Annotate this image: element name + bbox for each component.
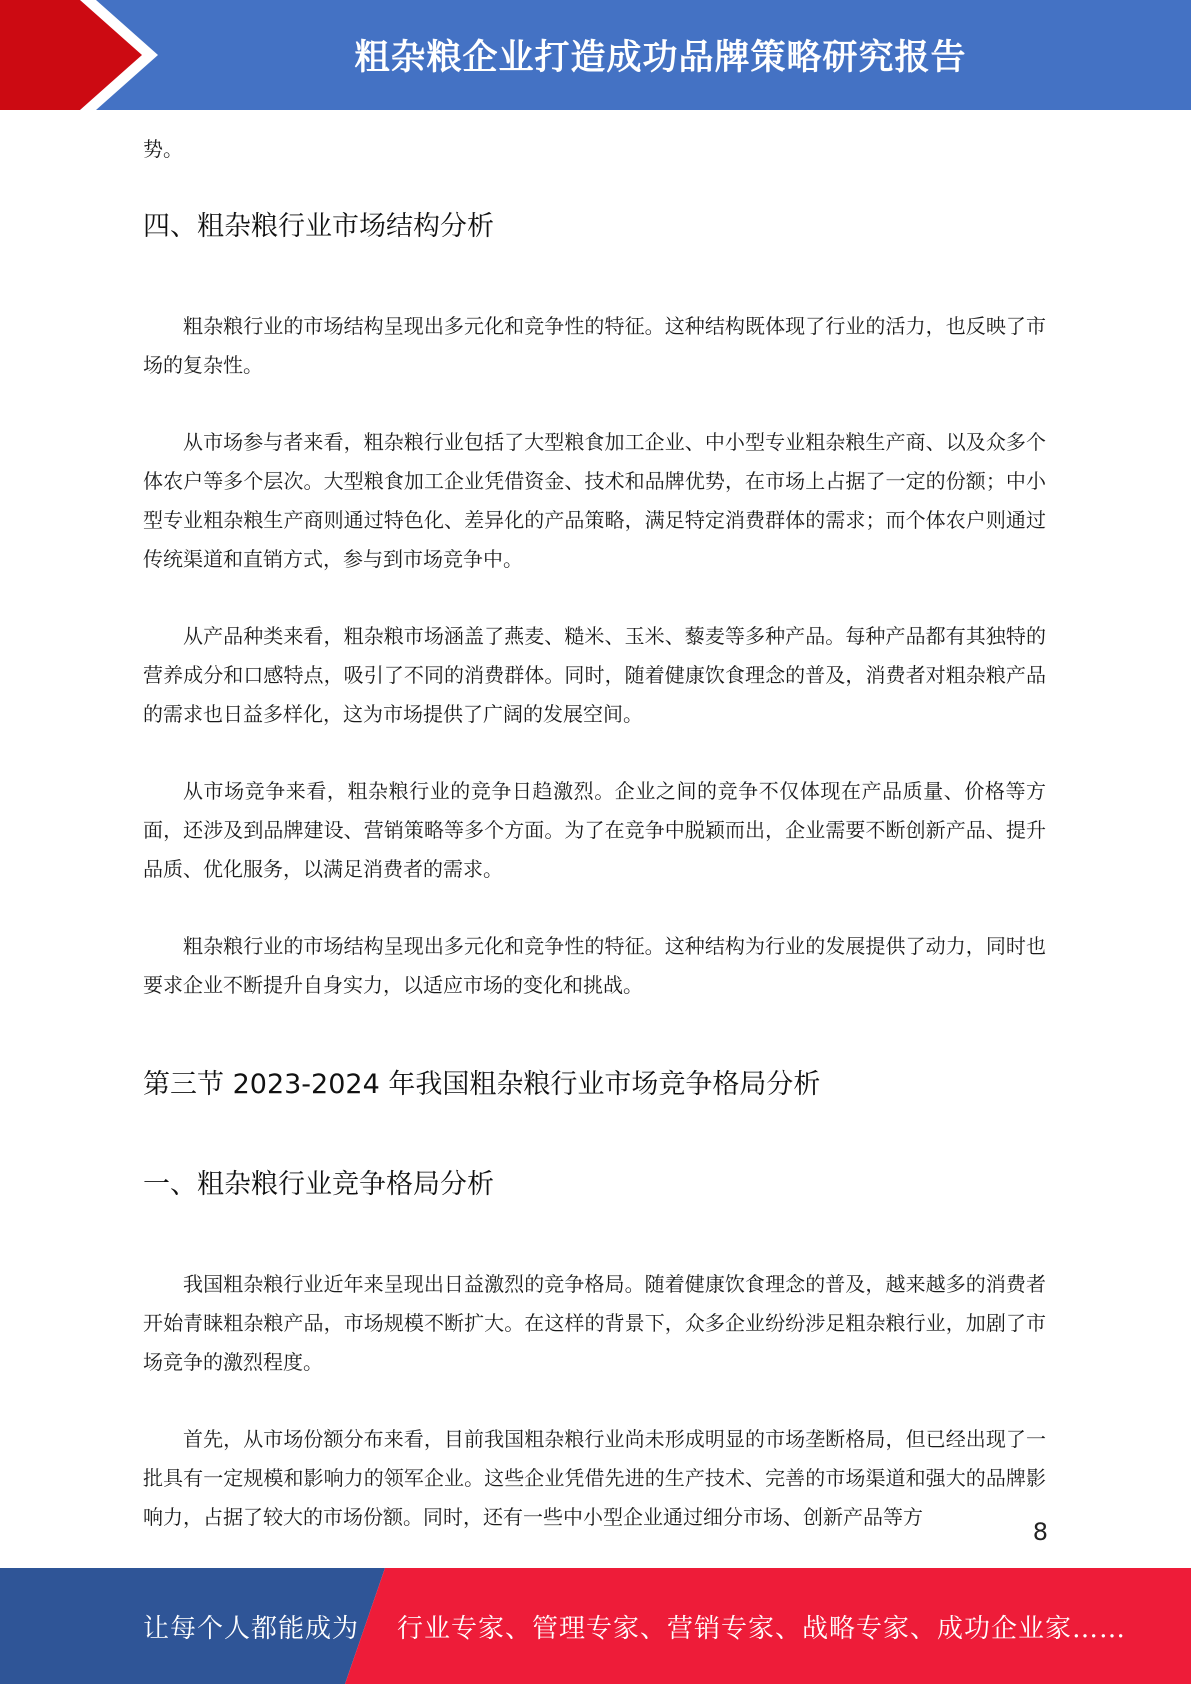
paragraph: 我国粗杂粮行业近年来呈现出日益激烈的竞争格局。随着健康饮食理念的普及，越来越多的消费者开始青睐粗杂粮产品，市场规模不断扩大。在这样的背景下，众多企业纷纷涉足粗杂粮行业，加剧了市场竞争的激烈程度。 <box>143 1272 1046 1374</box>
document-body <box>143 130 1046 1537</box>
paragraph: 从市场参与者来看，粗杂粮行业包括了大型粮食加工企业、中小型专业粗杂粮生产商、以及众多个体农户等多个层次。大型粮食加工企业凭借资金、技术和品牌优势，在市场上占据了一定的份额；中小型专业粗杂粮生产商则通过特色化、差异化的产品策略，满足特定消费群体的需求；而个体农户则通过传统渠道和直销方式，参与到市场竞争中。 <box>143 430 1046 571</box>
paragraph: 粗杂粮行业的市场结构呈现出多元化和竞争性的特征。这种结构既体现了行业的活力，也反映了市场的复杂性。 <box>143 314 1046 377</box>
subsection-heading-competition: 一、粗杂粮行业竞争格局分析 <box>143 1169 494 1200</box>
page-footer <box>0 1568 1191 1684</box>
paragraph: 从产品种类来看，粗杂粮市场涵盖了燕麦、糙米、玉米、藜麦等多种产品。每种产品都有其独特的营养成分和口感特点，吸引了不同的消费群体。同时，随着健康饮食理念的普及，消费者对粗杂粮产品的需求也日益多样化，这为市场提供了广阔的发展空间。 <box>143 624 1046 726</box>
paragraph: 首先，从市场份额分布来看，目前我国粗杂粮行业尚未形成明显的市场垄断格局，但已经出现了一批具有一定规模和影响力的领军企业。这些企业凭借先进的生产技术、完善的市场渠道和强大的品牌影响力，占据了较大的市场份额。同时，还有一些中小型企业通过细分市场、创新产品等方 <box>143 1427 1046 1529</box>
footer-slogan-right: 行业专家、管理专家、营销专家、战略专家、成功企业家…… <box>397 1613 1127 1644</box>
chapter-section-heading: 第三节 2023-2024 年我国粗杂粮行业市场竞争格局分析 <box>143 1069 821 1100</box>
paragraph: 从市场竞争来看，粗杂粮行业的竞争日趋激烈。企业之间的竞争不仅体现在产品质量、价格等方面，还涉及到品牌建设、营销策略等多个方面。为了在竞争中脱颖而出，企业需要不断创新产品、提升品质、优化服务，以满足消费者的需求。 <box>143 779 1046 881</box>
section-heading-market-structure: 四、粗杂粮行业市场结构分析 <box>143 211 494 242</box>
footer-slogan-left: 让每个人都能成为 <box>143 1613 360 1644</box>
carryover-text: 势。 <box>143 137 183 161</box>
page-number: 8 <box>1032 1518 1048 1546</box>
page-header <box>0 0 1191 110</box>
paragraph: 粗杂粮行业的市场结构呈现出多元化和竞争性的特征。这种结构为行业的发展提供了动力，同时也要求企业不断提升自身实力，以适应市场的变化和挑战。 <box>143 934 1046 997</box>
report-title: 粗杂粮企业打造成功品牌策略研究报告 <box>354 38 967 78</box>
